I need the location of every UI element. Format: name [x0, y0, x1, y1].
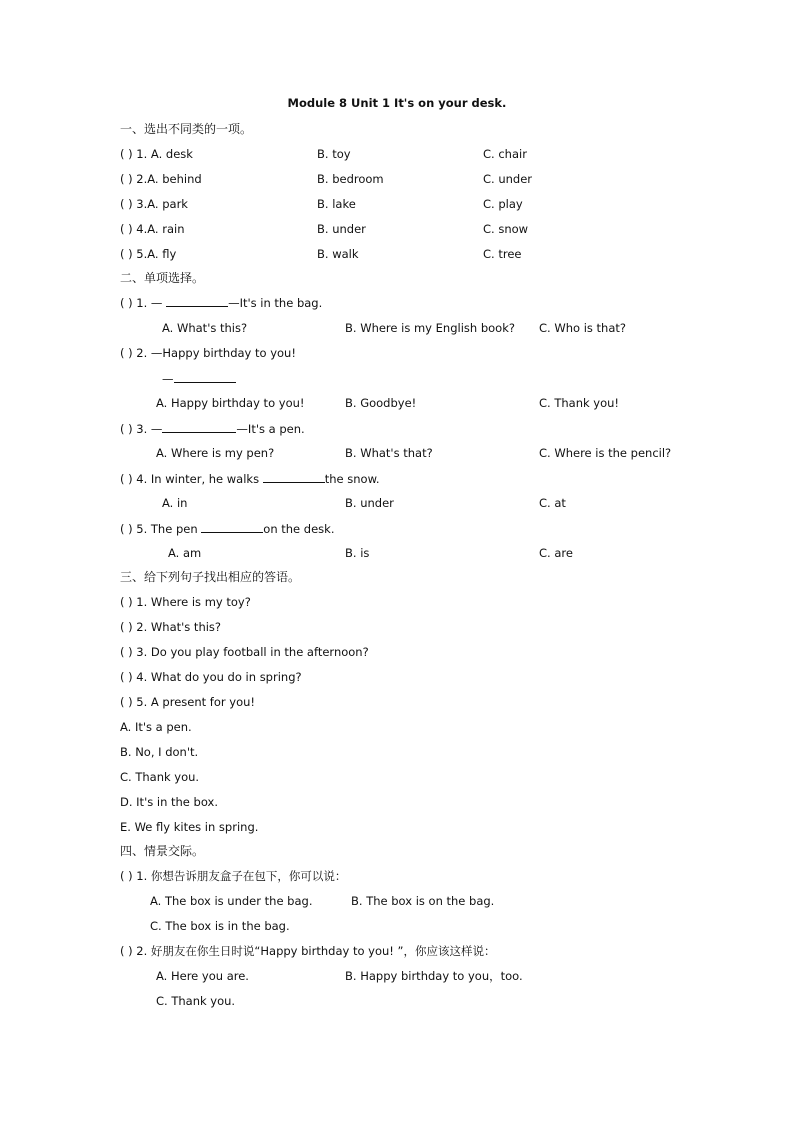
part2-q4-option-b: B. under: [345, 496, 394, 510]
part2-q1-option-a: A. What's this?: [162, 321, 248, 335]
part1-q5-stem: ( ) 5.A. fly: [120, 247, 177, 261]
part4-q1-option-a: A. The box is under the bag.: [150, 894, 313, 908]
part2-q3-blank: [162, 420, 236, 433]
part3-answer-e: E. We fly kites in spring.: [120, 820, 259, 834]
section-heading-4: 四、情景交际。: [120, 844, 205, 858]
part1-q5-option-c: C. tree: [483, 247, 522, 261]
part1-q1-stem: ( ) 1. A. desk: [120, 147, 193, 161]
section-heading-1: 一、选出不同类的一项。: [120, 122, 253, 136]
part2-q5-option-b: B. is: [345, 546, 370, 560]
part3-answer-c: C. Thank you.: [120, 770, 200, 784]
part2-q1-option-b: B. Where is my English book?: [345, 321, 515, 335]
part2-q3-pre: ( ) 3. —: [120, 422, 163, 436]
part1-q1-option-b: B. toy: [317, 147, 351, 161]
part4-q2-option-b: B. Happy birthday to you，too.: [345, 969, 523, 983]
part3-answer-a: A. It's a pen.: [120, 720, 192, 734]
part2-q4-post: the snow.: [324, 472, 380, 486]
part2-q1-stem: [120, 294, 322, 310]
part1-q3-option-c: C. play: [483, 197, 523, 211]
part3-question-3: ( ) 3. Do you play football in the afternoon?: [120, 645, 369, 659]
part1-q4-option-b: B. under: [317, 222, 366, 236]
part2-q5-option-a: A. am: [168, 546, 202, 560]
part3-question-5: ( ) 5. A present for you!: [120, 695, 256, 709]
part2-q1-blank: [166, 294, 228, 307]
part1-q2-option-b: B. bedroom: [317, 172, 384, 186]
part2-q3-option-b: B. What's that?: [345, 446, 433, 460]
part4-q2-stem: ( ) 2. 好朋友在你生日时说“Happy birthday to you! ”，你应该这样说：: [120, 944, 496, 958]
part2-q4-pre: ( ) 4. In winter, he walks: [120, 472, 260, 486]
part4-q1-option-b: B. The box is on the bag.: [351, 894, 495, 908]
part2-q2-blank: [174, 370, 236, 383]
part2-q2-option-a: A. Happy birthday to you!: [156, 396, 305, 410]
part1-q5-option-b: B. walk: [317, 247, 359, 261]
part2-q3-stem: [120, 420, 305, 436]
part1-q3-option-b: B. lake: [317, 197, 356, 211]
part1-q4-stem: ( ) 4.A. rain: [120, 222, 185, 236]
part2-q1-post: —It's in the bag.: [228, 296, 323, 310]
part2-q5-stem: [120, 520, 334, 536]
part3-question-1: ( ) 1. Where is my toy?: [120, 595, 251, 609]
section-heading-2: 二、单项选择。: [120, 271, 205, 285]
part2-q4-option-c: C. at: [539, 496, 566, 510]
part2-q4-blank: [263, 470, 325, 483]
part2-q3-option-c: C. Where is the pencil?: [539, 446, 672, 460]
part1-q3-stem: ( ) 3.A. park: [120, 197, 188, 211]
part4-q2-option-c: C. Thank you.: [156, 994, 236, 1008]
part2-q2-dash: —: [162, 372, 174, 386]
part2-q5-option-c: C. are: [539, 546, 573, 560]
part2-q1-pre: ( ) 1. —: [120, 296, 163, 310]
part2-q4-option-a: A. in: [162, 496, 188, 510]
part2-q2-option-c: C. Thank you!: [539, 396, 620, 410]
part2-q5-pre: ( ) 5. The pen: [120, 522, 198, 536]
part2-q5-post: on the desk.: [263, 522, 335, 536]
part4-q1-stem: ( ) 1. 你想告诉朋友盒子在包下，你可以说：: [120, 869, 347, 883]
section-heading-3: 三、给下列句子找出相应的答语。: [120, 570, 301, 584]
part2-q2-reply: [162, 370, 236, 386]
part2-q5-blank: [201, 520, 263, 533]
part3-answer-d: D. It's in the box.: [120, 795, 218, 809]
part2-q3-post: —It's a pen.: [236, 422, 305, 436]
part1-q2-option-c: C. under: [483, 172, 533, 186]
part2-q1-option-c: C. Who is that?: [539, 321, 626, 335]
part1-q2-stem: ( ) 2.A. behind: [120, 172, 202, 186]
part4-q2-option-a: A. Here you are.: [156, 969, 249, 983]
part3-question-4: ( ) 4. What do you do in spring?: [120, 670, 302, 684]
part2-q2-option-b: B. Goodbye!: [345, 396, 417, 410]
part1-q4-option-c: C. snow: [483, 222, 529, 236]
part1-q1-option-c: C. chair: [483, 147, 527, 161]
part3-answer-b: B. No, I don't.: [120, 745, 199, 759]
page-title: Module 8 Unit 1 It's on your desk.: [287, 96, 507, 110]
part2-q3-option-a: A. Where is my pen?: [156, 446, 275, 460]
part2-q2-stem: ( ) 2. —Happy birthday to you!: [120, 346, 296, 360]
part2-q4-stem: [120, 470, 380, 486]
part4-q1-option-c: C. The box is in the bag.: [150, 919, 290, 933]
part3-question-2: ( ) 2. What's this?: [120, 620, 222, 634]
